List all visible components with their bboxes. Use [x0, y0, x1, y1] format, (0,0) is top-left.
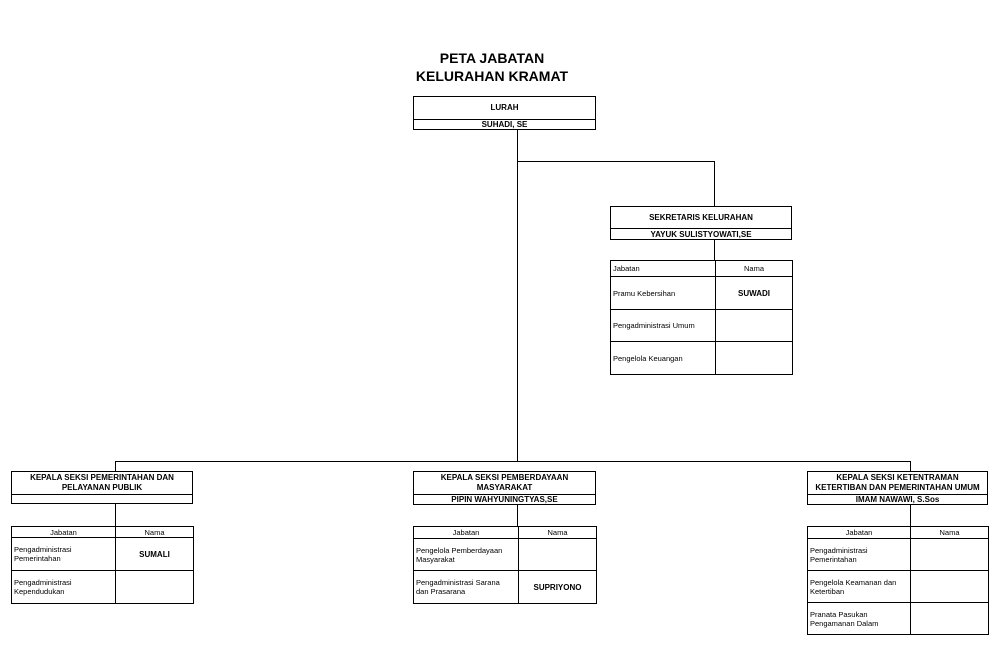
lurah-name: SUHADI, SE — [481, 120, 528, 129]
col-nama-header: Nama — [116, 527, 194, 538]
sekretaris-name: YAYUK SULISTYOWATI,SE — [650, 229, 752, 239]
col-jabatan-header: Jabatan — [12, 527, 116, 538]
table-row — [611, 342, 793, 375]
jabatan-cell: Pramu Kebersihan — [611, 277, 716, 310]
table-row — [611, 277, 793, 310]
seksi-pemerintahan-box — [11, 471, 193, 504]
table-row — [414, 571, 597, 604]
table-header-row — [808, 527, 989, 539]
seksi-ketentraman-title — [808, 472, 987, 495]
connector-seksi3-table — [910, 504, 911, 526]
table-header-row — [414, 527, 597, 539]
seksi-ketentraman-title-line2: KETERTIBAN DAN PEMERINTAHAN UMUM — [815, 483, 980, 492]
seksi-pemerintahan-name — [12, 495, 192, 503]
seksi-ketentraman-box — [807, 471, 988, 505]
table-row — [808, 539, 989, 571]
table-header-row — [12, 527, 194, 538]
col-nama-header: Nama — [716, 261, 793, 277]
sekretaris-title: SEKRETARIS KELURAHAN — [611, 207, 791, 229]
seksi-pemberdayaan-box — [413, 471, 596, 505]
seksi-ketentraman-title-line1: KEPALA SEKSI KETENTRAMAN — [836, 473, 959, 482]
table-row — [414, 539, 597, 571]
col-jabatan-header: Jabatan — [611, 261, 716, 277]
lurah-title: LURAH — [414, 97, 595, 120]
connector-seksi2-table — [517, 504, 518, 526]
nama-cell — [716, 310, 793, 342]
sekretaris-box — [610, 206, 792, 240]
connector-seksi-bar — [115, 461, 911, 462]
table-row — [808, 603, 989, 635]
nama-cell — [911, 603, 989, 635]
nama-cell — [911, 571, 989, 603]
connector-seksi1-table — [115, 503, 116, 526]
connector-to-sekretaris-h — [517, 161, 715, 162]
seksi-ketentraman-staff-table — [807, 526, 989, 635]
nama-cell: SUWADI — [716, 277, 793, 310]
lurah-box — [413, 96, 596, 130]
table-row — [12, 571, 194, 604]
table-header-row — [611, 261, 793, 277]
table-row — [12, 538, 194, 571]
chart-title-line2: KELURAHAN KRAMAT — [415, 68, 569, 84]
connector-sekretaris-table — [714, 239, 715, 261]
seksi-pemberdayaan-name: PIPIN WAHYUNINGTYAS,SE — [451, 495, 558, 504]
col-jabatan-header: Jabatan — [808, 527, 911, 539]
nama-cell — [116, 571, 194, 604]
nama-cell — [716, 342, 793, 375]
jabatan-cell: Pengadministrasi Kependudukan — [12, 571, 116, 604]
jabatan-cell: Pengelola Keamanan dan Ketertiban — [808, 571, 911, 603]
table-row — [611, 310, 793, 342]
table-row — [808, 571, 989, 603]
col-nama-header: Nama — [519, 527, 597, 539]
seksi-pemerintahan-staff-table — [11, 526, 194, 604]
seksi-pemerintahan-title-line1: KEPALA SEKSI PEMERINTAHAN DAN — [30, 473, 174, 482]
col-nama-header: Nama — [911, 527, 989, 539]
seksi-pemberdayaan-title-line2: MASYARAKAT — [476, 483, 533, 492]
jabatan-cell: Pengadministrasi Umum — [611, 310, 716, 342]
seksi-pemberdayaan-staff-table — [413, 526, 597, 604]
jabatan-cell: Pengadministrasi Pemerintahan — [808, 539, 911, 571]
connector-lurah-down — [517, 129, 518, 462]
jabatan-cell: Pranata Pasukan Pengamanan Dalam — [808, 603, 911, 635]
col-jabatan-header: Jabatan — [414, 527, 519, 539]
seksi-pemberdayaan-title — [414, 472, 595, 495]
nama-cell — [519, 539, 597, 571]
nama-cell — [911, 539, 989, 571]
seksi-pemerintahan-title — [12, 472, 192, 495]
jabatan-cell: Pengelola Keuangan — [611, 342, 716, 375]
jabatan-cell: Pengadministrasi Pemerintahan — [12, 538, 116, 571]
jabatan-cell: Pengadministrasi Sarana dan Prasarana — [414, 571, 519, 604]
jabatan-cell: Pengelola Pemberdayaan Masyarakat — [414, 539, 519, 571]
seksi-ketentraman-name: IMAM NAWAWI, S.Sos — [855, 495, 940, 504]
connector-to-sekretaris-v — [714, 161, 715, 207]
seksi-pemberdayaan-title-line1: KEPALA SEKSI PEMBERDAYAAN — [440, 473, 569, 482]
chart-title-line1: PETA JABATAN — [439, 50, 545, 66]
sekretaris-staff-table — [610, 260, 793, 375]
nama-cell: SUPRIYONO — [519, 571, 597, 604]
seksi-pemerintahan-title-line2: PELAYANAN PUBLIK — [61, 483, 143, 492]
nama-cell: SUMALI — [116, 538, 194, 571]
